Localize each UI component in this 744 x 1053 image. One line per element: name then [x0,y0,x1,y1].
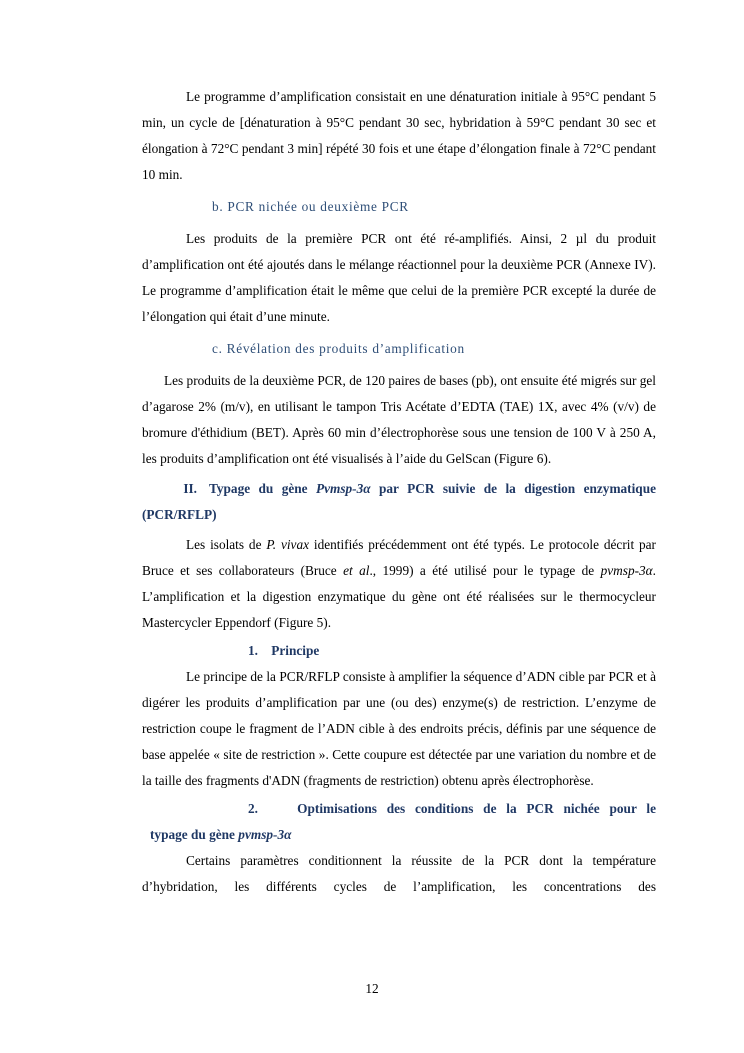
subsection-heading-optimisation [142,796,656,848]
subsection-heading-principe [248,638,656,664]
p4-c: ., 1999) a été utilisé pour le typage de [369,563,595,578]
section-heading-typage [142,476,656,528]
paragraph-principe: Le principe de la PCR/RFLP consiste à amplifier la séquence d’ADN cible par PCR et à digérer les produits d’amplification par une (ou des) enzyme(s) de restriction. L’enzyme de restriction coupe le fragment de l’ADN cible à des endroits précis, définis par une séquence de base appelée « site de restriction ». Cette coupure est détectée par une variation du nombre et de la taille des fragments d'ADN (fragments de restriction) obtenu après électrophorèse. [142,669,656,788]
p4-species: P. vivax [266,537,310,552]
subsection-title-gene: pvmsp-3α [238,827,292,842]
p4-gene: pvmsp-3α [600,563,653,578]
section-title-gene: Pvmsp-3α [315,481,371,496]
page-number: 12 [365,981,379,996]
paragraph-isolats [142,532,656,636]
paragraph-nested-pcr: Les produits de la première PCR ont été ré-amplifiés. Ainsi, 2 µl du produit d’amplification ont été ajoutés dans le mélange réactionnel pour la deuxième PCR (Annexe IV). Le programme d’amplification était le même que celui de la première PCR excepté la durée de l’élongation qui était d’une minute. [142,231,656,324]
section-title-b: par PCR suivie de la digestion enzymatique (PCR/RFLP) [142,481,656,522]
p4-a: Les isolats de [186,537,262,552]
paragraph-amplification-program: Le programme d’amplification consistait en une dénaturation initiale à 95°C pendant 5 min, un cycle de [dénaturation à 95°C pendant 30 sec, hybridation à 59°C pendant 30 sec et élongation à 72°C pendant 3 min] répété 30 fois et une étape d’élongation finale à 72°C pendant 10 min. [142,89,656,182]
subsection-line1 [142,796,656,822]
p4-b: identifiés précédemment ont été typés. Le protocole décrit par Bruce et ses collaborateurs (Bruce [142,537,656,578]
subheading-nested-pcr: b. PCR nichée ou deuxième PCR [212,199,409,214]
subsection-title: Principe [271,643,320,658]
p4-d: . L’amplification et la digestion enzymatique du gène ont été réalisées sur le thermocycleur Mastercycler Eppendorf (Figure 5). [142,563,656,630]
section-title-a: Typage du gène [209,481,308,496]
subsection-title-line1: Optimisations des conditions de la PCR nichée pour le [297,801,656,816]
subsection-number-2: 2. [248,801,258,816]
page-body [142,84,656,900]
section-number: II. [183,481,197,496]
p4-etal: et al [343,563,370,578]
subsection-line2 [142,822,656,848]
paragraph-parametres: Certains paramètres conditionnent la réussite de la PCR dont la température d’hybridation, les différents cycles de l’amplification, les concentrations des [142,853,656,894]
subsection-number: 1. [248,643,258,658]
subheading-revelation: c. Révélation des produits d’amplification [212,341,465,356]
subsection-title-line2: typage du gène [150,827,235,842]
paragraph-revelation: Les produits de la deuxième PCR, de 120 paires de bases (pb), ont ensuite été migrés sur gel d’agarose 2% (m/v), en utilisant le tampon Tris Acétate d’EDTA (TAE) 1X, avec 4% (v/v) de bromure d'éthidium (BET). Après 60 min d’électrophorèse sous une tension de 100 V à 250 A, les produits d’amplification ont été visualisés à l’aide du GelScan (Figure 6). [142,373,656,466]
